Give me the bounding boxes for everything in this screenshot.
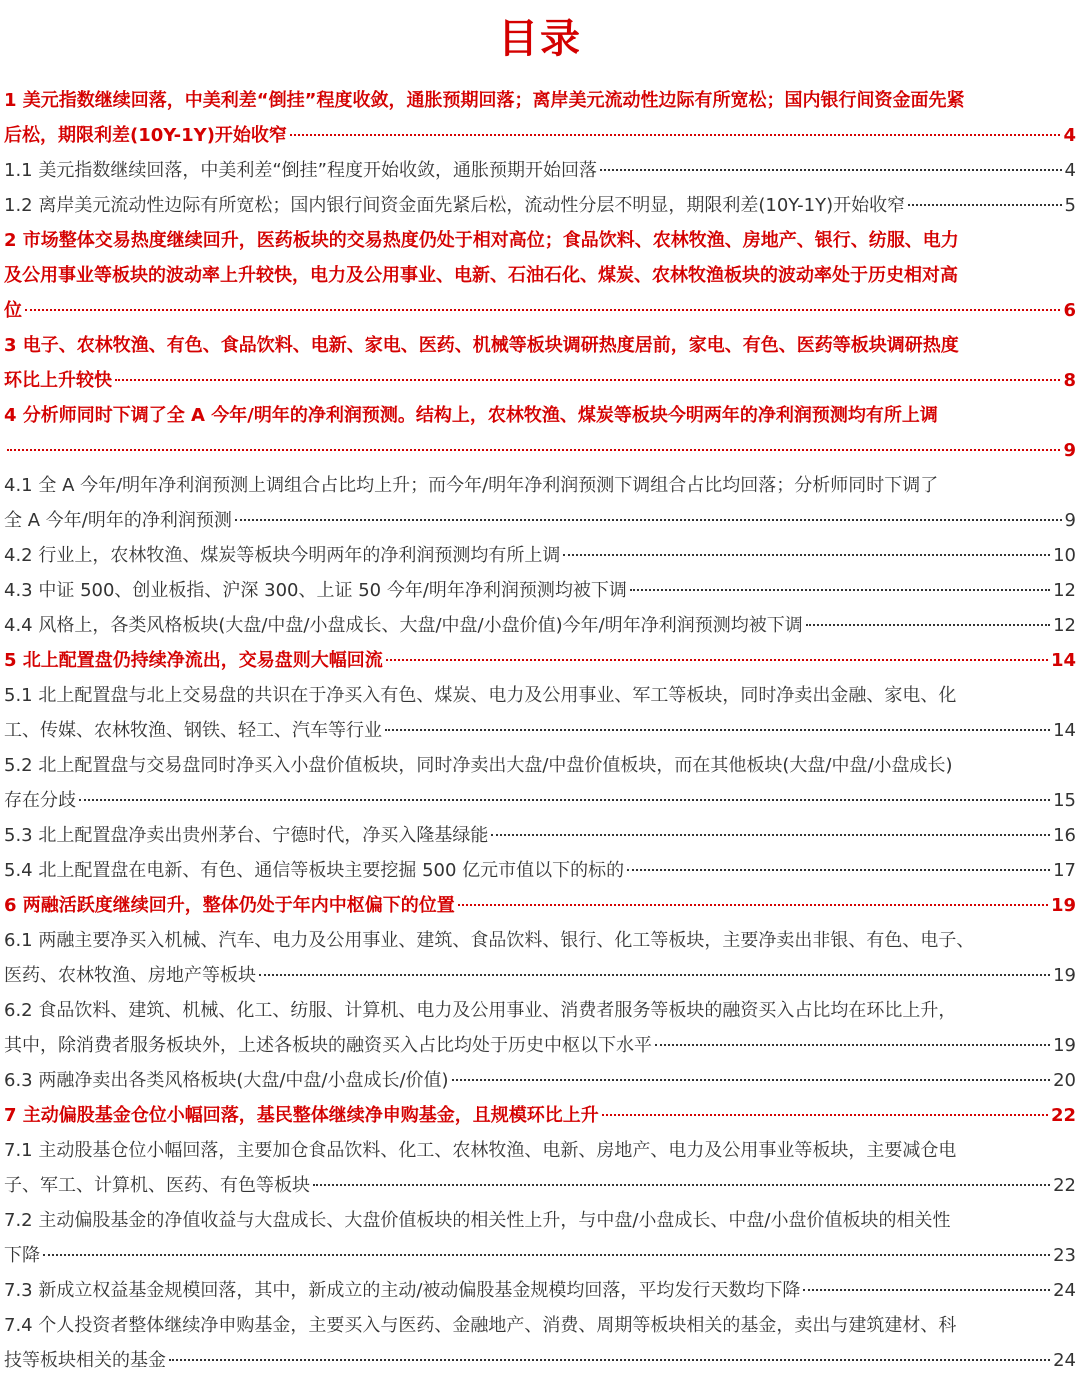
toc-page-number: 16	[1053, 825, 1076, 846]
toc-entry-line	[4, 818, 1076, 853]
toc-dot-leader	[313, 1183, 1050, 1186]
toc-page-number: 24	[1053, 1350, 1076, 1371]
toc-entry-line	[4, 958, 1076, 993]
toc-entry-text: 6.1 两融主要净买入机械、汽车、电力及公用事业、建筑、食品饮料、银行、化工等板块，主要净卖出非银、有色、电子、	[4, 930, 975, 951]
toc-entry-line	[4, 1308, 1076, 1343]
toc-entry-text: 6 两融活跃度继续回升，整体仍处于年内中枢偏下的位置	[4, 895, 455, 916]
toc-page-number: 24	[1053, 1280, 1076, 1301]
toc-entry-text: 工、传媒、农林牧渔、钢铁、轻工、汽车等行业	[4, 720, 382, 741]
toc-entry-text: 及公用事业等板块的波动率上升较快，电力及公用事业、电新、石油石化、煤炭、农林牧渔板块的波动率处于历史相对高	[4, 265, 958, 286]
toc-dot-leader	[386, 658, 1048, 661]
toc-entry-line	[4, 398, 1076, 433]
toc-entry-text: 5 北上配置盘仍持续净流出，交易盘则大幅回流	[4, 650, 383, 671]
toc-dot-leader	[79, 798, 1050, 801]
toc-page-number: 5	[1064, 195, 1076, 216]
toc-entry-text: 5.4 北上配置盘在电新、有色、通信等板块主要挖掘 500 亿元市值以下的标的	[4, 860, 625, 881]
toc-section-entry[interactable]	[4, 328, 1076, 398]
toc-page-number: 10	[1053, 545, 1076, 566]
toc-entry-text: 1.2 离岸美元流动性边际有所宽松；国内银行间资金面先紧后松，流动性分层不明显，期限利差(10Y-1Y)开始收窄	[4, 195, 906, 216]
toc-page-number: 9	[1063, 440, 1076, 461]
toc-entry-line	[4, 293, 1076, 328]
toc-page-number: 14	[1053, 720, 1076, 741]
toc-dot-leader	[627, 868, 1050, 871]
toc-subsection-entry[interactable]	[4, 468, 1076, 538]
toc-dot-leader	[169, 1358, 1050, 1361]
toc-entry-text: 后松，期限利差(10Y-1Y)开始收窄	[4, 125, 287, 146]
toc-dot-leader	[7, 448, 1060, 451]
toc-subsection-entry[interactable]	[4, 1308, 1076, 1378]
toc-dot-leader	[235, 518, 1062, 521]
toc-entry-line	[4, 923, 1076, 958]
toc-entry-line	[4, 83, 1076, 118]
toc-entry-line	[4, 1063, 1076, 1098]
toc-entry-line	[4, 713, 1076, 748]
toc-entry-text: 4.1 全 A 今年/明年净利润预测上调组合占比均上升；而今年/明年净利润预测下调组合占比均回落；分析师同时下调了	[4, 475, 939, 496]
toc-entry-line	[4, 503, 1076, 538]
toc-subsection-entry[interactable]	[4, 188, 1076, 223]
toc-entry-line	[4, 1203, 1076, 1238]
toc-entry-line	[4, 363, 1076, 398]
toc-dot-leader	[600, 168, 1062, 171]
toc-page-number: 4	[1063, 125, 1076, 146]
toc-page-number: 22	[1053, 1175, 1076, 1196]
toc-subsection-entry[interactable]	[4, 923, 1076, 993]
toc-page-number: 19	[1050, 895, 1076, 916]
toc-entry-line	[4, 853, 1076, 888]
toc-page-number: 9	[1064, 510, 1076, 531]
toc-section-entry[interactable]	[4, 643, 1076, 678]
toc-page-number: 12	[1053, 615, 1076, 636]
toc-entry-text: 1.1 美元指数继续回落，中美利差“倒挂”程度开始收敛，通胀预期开始回落	[4, 160, 597, 181]
toc-page-number: 20	[1053, 1070, 1076, 1091]
toc-entry-text: 医药、农林牧渔、房地产等板块	[4, 965, 256, 986]
toc-dot-leader	[602, 1113, 1048, 1116]
toc-dot-leader	[25, 308, 1060, 311]
toc-entry-line	[4, 1098, 1076, 1133]
toc-entry-text: 位	[4, 300, 22, 321]
toc-entry-line	[4, 223, 1076, 258]
toc-entry-text: 子、军工、计算机、医药、有色等板块	[4, 1175, 310, 1196]
toc-entry-text: 7 主动偏股基金仓位小幅回落，基民整体继续净申购基金，且规模环比上升	[4, 1105, 599, 1126]
toc-entry-line	[4, 1168, 1076, 1203]
toc-entry-text: 其中，除消费者服务板块外，上述各板块的融资买入占比均处于历史中枢以下水平	[4, 1035, 652, 1056]
toc-dot-leader	[259, 973, 1050, 976]
toc-entry-text: 7.4 个人投资者整体继续净申购基金，主要买入与医药、金融地产、消费、周期等板块相关的基金，卖出与建筑建材、科	[4, 1315, 957, 1336]
toc-dot-leader	[655, 1043, 1050, 1046]
toc-subsection-entry[interactable]	[4, 573, 1076, 608]
toc-entry-line	[4, 118, 1076, 153]
toc-page-number: 22	[1050, 1105, 1076, 1126]
toc-page-number: 6	[1063, 300, 1076, 321]
toc-entry-line	[4, 783, 1076, 818]
toc-entry-text: 4.3 中证 500、创业板指、沪深 300、上证 50 今年/明年净利润预测均被下调	[4, 580, 627, 601]
toc-entry-text: 1 美元指数继续回落，中美利差“倒挂”程度收敛，通胀预期回落；离岸美元流动性边际有所宽松；国内银行间资金面先紧	[4, 90, 965, 111]
toc-entry-text: 5.3 北上配置盘净卖出贵州茅台、宁德时代，净买入隆基绿能	[4, 825, 489, 846]
toc-subsection-entry[interactable]	[4, 748, 1076, 818]
toc-entry-line	[4, 643, 1076, 678]
toc-entry-line	[4, 1238, 1076, 1273]
toc-section-entry[interactable]	[4, 888, 1076, 923]
toc-entry-text: 7.1 主动股基仓位小幅回落，主要加仓食品饮料、化工、农林牧渔、电新、房地产、电力及公用事业等板块，主要减仓电	[4, 1140, 957, 1161]
toc-entry-line	[4, 153, 1076, 188]
toc-subsection-entry[interactable]	[4, 608, 1076, 643]
toc-subsection-entry[interactable]	[4, 678, 1076, 748]
toc-subsection-entry[interactable]	[4, 853, 1076, 888]
page-title: 目录	[498, 16, 582, 62]
toc-entry-line	[4, 1273, 1076, 1308]
toc-dot-leader	[806, 623, 1050, 626]
toc-entry-text: 4.4 风格上，各类风格板块(大盘/中盘/小盘成长、大盘/中盘/小盘价值)今年/明年净利润预测均被下调	[4, 615, 803, 636]
toc-page-number: 17	[1053, 860, 1076, 881]
toc-page-number: 4	[1064, 160, 1076, 181]
toc-entry-line	[4, 328, 1076, 363]
toc-subsection-entry[interactable]	[4, 1273, 1076, 1308]
toc-dot-leader	[491, 833, 1050, 836]
toc-entry-text: 3 电子、农林牧渔、有色、食品饮料、电新、家电、医药、机械等板块调研热度居前，家电、有色、医药等板块调研热度	[4, 335, 959, 356]
toc-entry-line	[4, 433, 1076, 468]
toc-entry-line	[4, 888, 1076, 923]
toc-subsection-entry[interactable]	[4, 153, 1076, 188]
toc-entry-line	[4, 1028, 1076, 1063]
toc-entry-line	[4, 748, 1076, 783]
toc-entry-text: 5.1 北上配置盘与北上交易盘的共识在于净买入有色、煤炭、电力及公用事业、军工等板块，同时净卖出金融、家电、化	[4, 685, 957, 706]
toc-page-number: 8	[1063, 370, 1076, 391]
toc-entry-line	[4, 468, 1076, 503]
toc-section-entry[interactable]	[4, 223, 1076, 328]
toc-dot-leader	[385, 728, 1050, 731]
toc-entry-text: 6.2 食品饮料、建筑、机械、化工、纺服、计算机、电力及公用事业、消费者服务等板块的融资买入占比均在环比上升，	[4, 1000, 957, 1021]
toc-dot-leader	[290, 133, 1061, 136]
toc-entry-text: 7.2 主动偏股基金的净值收益与大盘成长、大盘价值板块的相关性上升，与中盘/小盘成长、中盘/小盘价值板块的相关性	[4, 1210, 951, 1231]
toc-page-number: 12	[1053, 580, 1076, 601]
toc-section-entry[interactable]	[4, 398, 1076, 468]
toc-entry-text: 技等板块相关的基金	[4, 1350, 166, 1371]
toc-page-number: 23	[1053, 1245, 1076, 1266]
toc-dot-leader	[43, 1253, 1050, 1256]
toc-dot-leader	[908, 203, 1061, 206]
toc-section-entry[interactable]	[4, 1098, 1076, 1133]
toc-entry-text: 4 分析师同时下调了全 A 今年/明年的净利润预测。结构上，农林牧渔、煤炭等板块今明两年的净利润预测均有所上调	[4, 405, 938, 426]
toc-subsection-entry[interactable]	[4, 1203, 1076, 1273]
toc-page-number: 19	[1053, 965, 1076, 986]
toc-dot-leader	[458, 903, 1048, 906]
toc-entry-text: 4.2 行业上，农林牧渔、煤炭等板块今明两年的净利润预测均有所上调	[4, 545, 561, 566]
toc-dot-leader	[563, 553, 1050, 556]
toc-entry-text: 存在分歧	[4, 790, 76, 811]
toc-entry-line	[4, 678, 1076, 713]
toc-entry-text: 下降	[4, 1245, 40, 1266]
toc-subsection-entry[interactable]	[4, 1063, 1076, 1098]
toc-entry-line	[4, 1133, 1076, 1168]
toc-dot-leader	[803, 1288, 1050, 1291]
toc-dot-leader	[452, 1078, 1051, 1081]
toc-dot-leader	[630, 588, 1050, 591]
toc-subsection-entry[interactable]	[4, 1133, 1076, 1203]
toc-entry-line	[4, 608, 1076, 643]
toc-entry-line	[4, 1343, 1076, 1378]
toc-subsection-entry[interactable]	[4, 538, 1076, 573]
toc-page-number: 19	[1053, 1035, 1076, 1056]
toc-entry-text: 2 市场整体交易热度继续回升，医药板块的交易热度仍处于相对高位；食品饮料、农林牧渔、房地产、银行、纺服、电力	[4, 230, 959, 251]
toc-page-number: 14	[1050, 650, 1076, 671]
toc-entry-line	[4, 993, 1076, 1028]
toc-dot-leader	[115, 378, 1060, 381]
toc-subsection-entry[interactable]	[4, 993, 1076, 1063]
toc-section-entry[interactable]	[4, 83, 1076, 153]
toc-entry-text: 6.3 两融净卖出各类风格板块(大盘/中盘/小盘成长/价值)	[4, 1070, 449, 1091]
toc-entry-line	[4, 538, 1076, 573]
toc-page-number: 15	[1053, 790, 1076, 811]
toc-entry-text: 全 A 今年/明年的净利润预测	[4, 510, 232, 531]
toc-entry-line	[4, 258, 1076, 293]
toc-entry-line	[4, 188, 1076, 223]
toc-subsection-entry[interactable]	[4, 818, 1076, 853]
toc-entry-text: 5.2 北上配置盘与交易盘同时净买入小盘价值板块，同时净卖出大盘/中盘价值板块，而在其他板块(大盘/中盘/小盘成长)	[4, 755, 953, 776]
toc-entry-text: 7.3 新成立权益基金规模回落，其中，新成立的主动/被动偏股基金规模均回落，平均发行天数均下降	[4, 1280, 801, 1301]
toc-entry-text: 环比上升较快	[4, 370, 112, 391]
toc-entry-line	[4, 573, 1076, 608]
